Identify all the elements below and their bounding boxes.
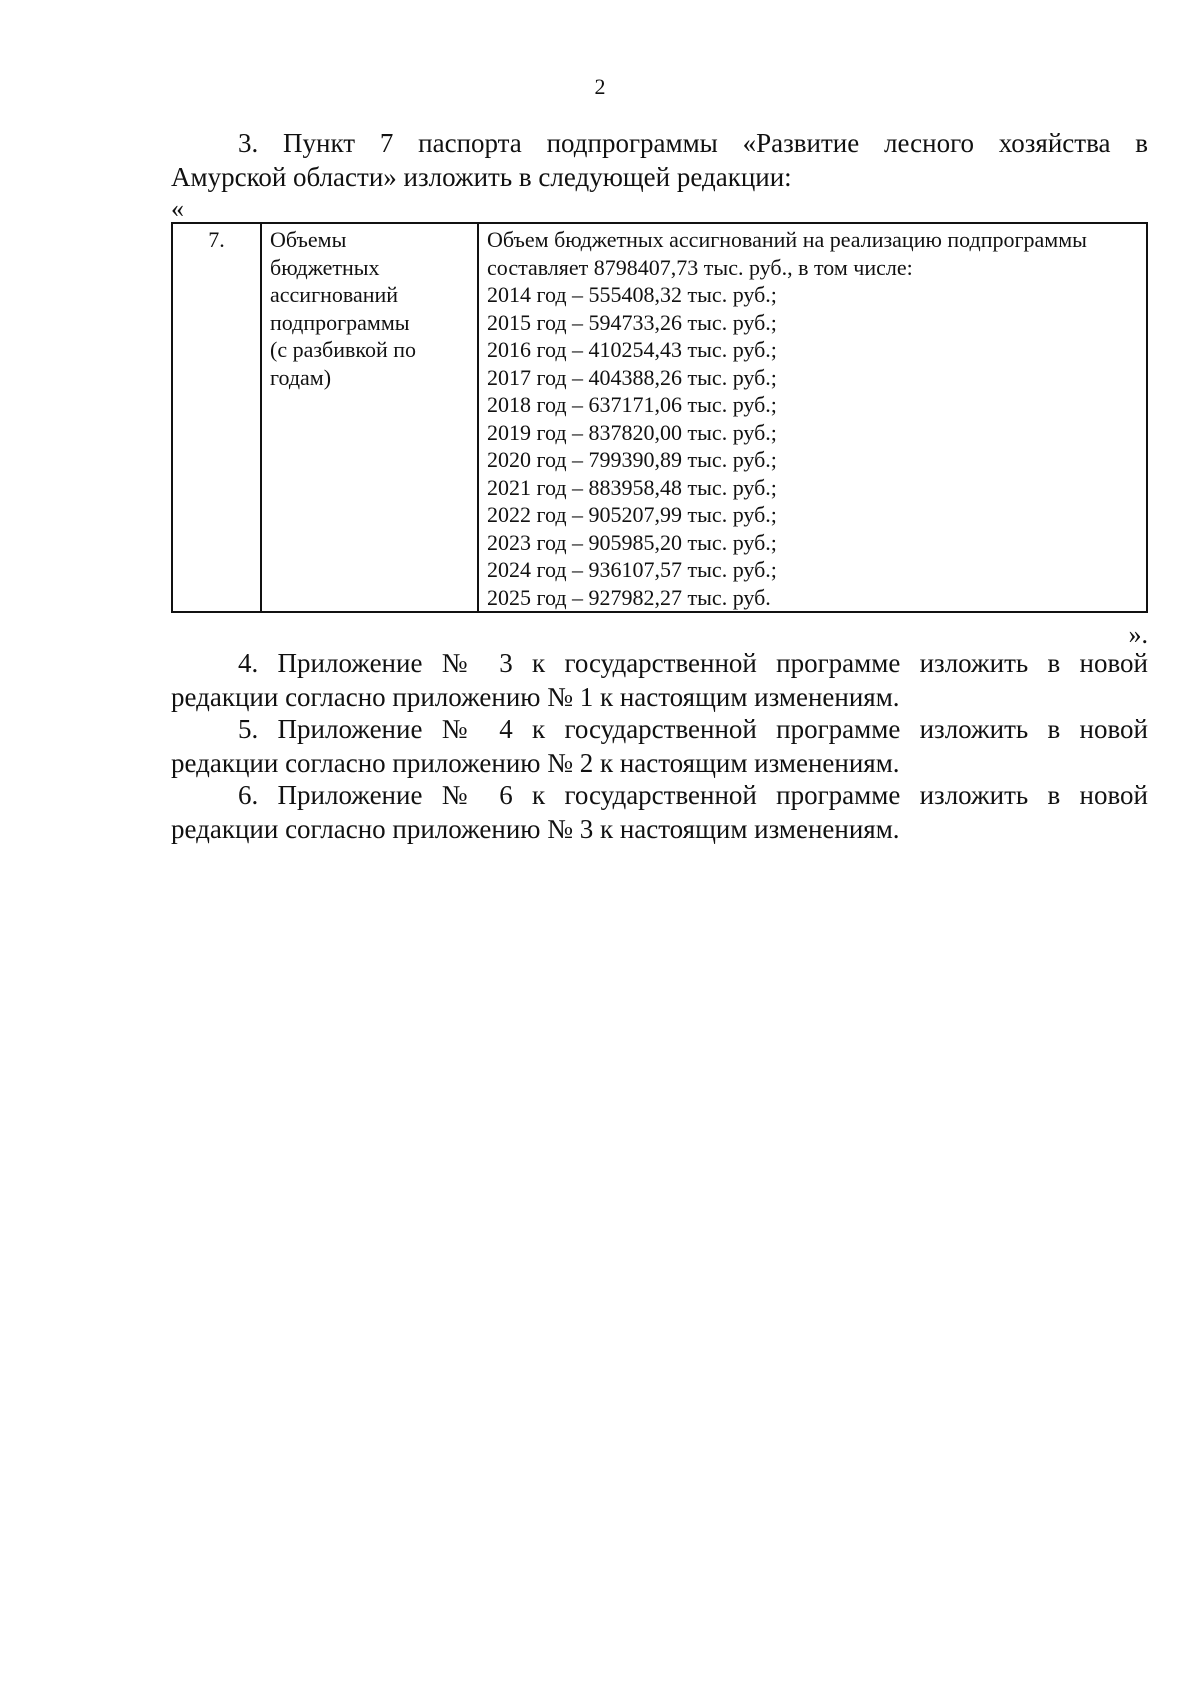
funding-year-line: 2021 год – 883958,48 тыс. руб.; bbox=[487, 474, 777, 500]
page-number: 2 bbox=[594, 74, 606, 99]
item-3-paragraph bbox=[171, 126, 1148, 194]
item-3-line-1: 3. Пункт 7 паспорта подпрограммы «Развитие лесного хозяйства в bbox=[238, 128, 1148, 158]
item-5-line-2: редакции согласно приложению № 2 к настоящим изменениям. bbox=[171, 748, 900, 778]
funding-year-line: 2014 год – 555408,32 тыс. руб.; bbox=[487, 282, 777, 307]
funding-year-line: 2022 год – 905207,99 тыс. руб.; bbox=[487, 502, 777, 527]
funding-year-line: 2019 год – 837820,00 тыс. руб.; bbox=[487, 419, 777, 445]
item-name-line: годам) bbox=[270, 364, 332, 390]
opening-quote: « bbox=[171, 194, 184, 223]
item-value-cell bbox=[478, 223, 1147, 612]
item-name-cell bbox=[261, 223, 478, 612]
funding-year-line: 2020 год – 799390,89 тыс. руб.; bbox=[487, 447, 777, 472]
item-4-paragraph bbox=[171, 646, 1148, 714]
item-6-paragraph bbox=[171, 778, 1148, 846]
item-6-line-1: 6. Приложение № 6 к государственной программе изложить в новой bbox=[238, 780, 1148, 810]
funding-total-line: Объем бюджетных ассигнований на реализацию подпрограммы bbox=[487, 227, 1087, 252]
item-4-line-2: редакции согласно приложению № 1 к настоящим изменениям. bbox=[171, 682, 900, 712]
funding-year-line: 2016 год – 410254,43 тыс. руб.; bbox=[487, 337, 777, 362]
item-5-line-1: 5. Приложение № 4 к государственной программе изложить в новой bbox=[238, 714, 1148, 744]
item-6-line-2: редакции согласно приложению № 3 к настоящим изменениям. bbox=[171, 814, 900, 844]
funding-year-line: 2023 год – 905985,20 тыс. руб.; bbox=[487, 529, 777, 555]
item-name-line: (с разбивкой по bbox=[270, 337, 417, 362]
item-number-cell: 7. bbox=[172, 223, 261, 612]
funding-year-line: 2025 год – 927982,27 тыс. руб. bbox=[487, 584, 771, 610]
item-4-line-1: 4. Приложение № 3 к государственной программе изложить в новой bbox=[238, 648, 1148, 678]
passport-item-7-table bbox=[171, 222, 1148, 613]
item-name-line: подпрограммы bbox=[270, 309, 410, 335]
table-row bbox=[172, 223, 1147, 612]
funding-year-line: 2015 год – 594733,26 тыс. руб.; bbox=[487, 309, 777, 335]
item-name-line: бюджетных bbox=[270, 254, 380, 280]
funding-year-line: 2018 год – 637171,06 тыс. руб.; bbox=[487, 392, 777, 417]
funding-year-line: 2024 год – 936107,57 тыс. руб.; bbox=[487, 557, 777, 582]
funding-year-line: 2017 год – 404388,26 тыс. руб.; bbox=[487, 364, 777, 390]
item-3-line-2: Амурской области» изложить в следующей редакции: bbox=[171, 162, 792, 192]
funding-total-line: составляет 8798407,73 тыс. руб., в том числе: bbox=[487, 254, 913, 280]
item-5-paragraph bbox=[171, 712, 1148, 780]
item-name-line: Объемы bbox=[270, 227, 347, 252]
closing-quote: ». bbox=[1128, 620, 1148, 649]
item-name-line: ассигнований bbox=[270, 282, 399, 307]
